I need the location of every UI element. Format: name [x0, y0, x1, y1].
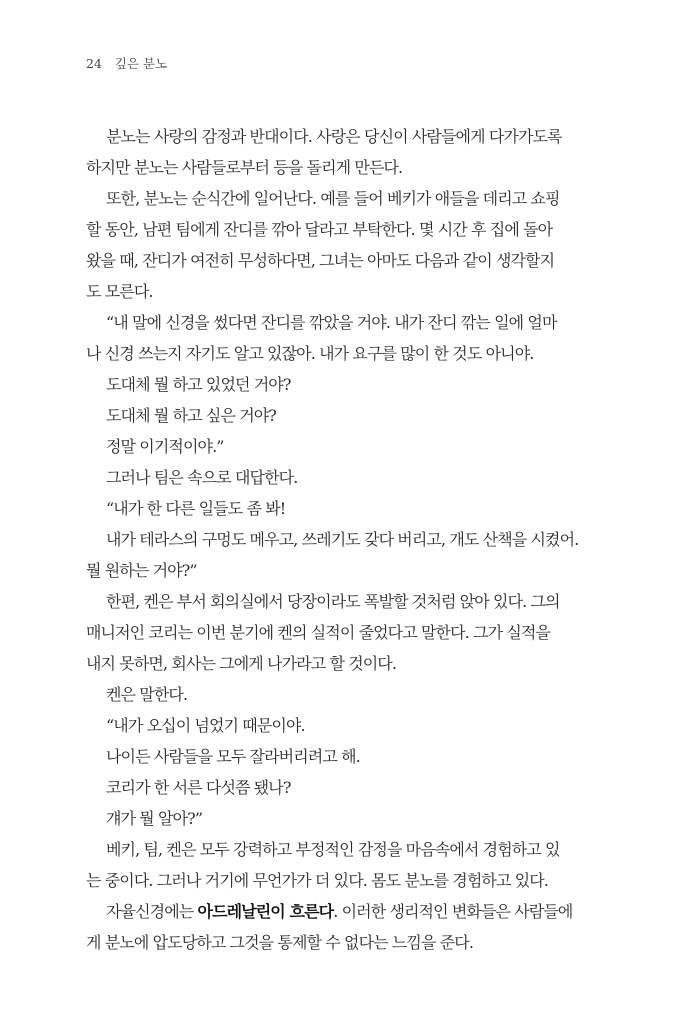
paragraph-line: 도대체 뭘 하고 싶은 거야?	[106, 406, 276, 425]
paragraph-line: “내가 한 다른 일들도 좀 봐!	[106, 499, 286, 518]
emphasized-text: 아드레날린이 흐른다	[197, 902, 334, 921]
text-run: . 이러한 생리적인 변화들은 사람들에	[333, 902, 573, 921]
paragraph	[86, 741, 592, 772]
paragraph	[86, 586, 592, 679]
paragraph-line: 게 분노에 압도당하고 그것을 통제할 수 없다는 느낌을 준다.	[86, 933, 474, 952]
paragraph	[86, 679, 592, 710]
paragraph-line: 또한, 분노는 순식간에 일어난다. 예를 들어 베키가 애들을 데리고 쇼핑	[106, 189, 560, 208]
paragraph	[86, 710, 592, 741]
paragraph-line: 분노는 사랑의 감정과 반대이다. 사랑은 당신이 사람들에게 다가가도록	[106, 127, 562, 146]
body-text	[86, 121, 592, 958]
paragraph-line: 도대체 뭘 하고 있었던 거야?	[106, 375, 291, 394]
paragraph	[86, 772, 592, 803]
paragraph-line: 는 중이다. 그러나 거기에 무언가가 더 있다. 몸도 분노를 경험하고 있다.	[86, 871, 548, 890]
paragraph-line: 정말 이기적이야.”	[106, 437, 224, 456]
paragraph-line: 켄은 말한다.	[106, 685, 188, 704]
paragraph	[86, 307, 592, 369]
paragraph-line: “내가 오십이 넘었기 때문이야.	[106, 716, 305, 735]
paragraph-line: 할 동안, 남편 팀에게 잔디를 깎아 달라고 부탁한다. 몇 시간 후 집에 돌아	[86, 220, 553, 239]
paragraph-line	[86, 896, 592, 927]
paragraph-line: 코리가 한 서른 다섯쯤 됐나?	[106, 778, 291, 797]
paragraph-line: 베키, 팀, 켄은 모두 강력하고 부정적인 감정을 마음속에서 경험하고 있	[106, 840, 560, 859]
paragraph-line: “내 말에 신경을 썼다면 잔디를 깎았을 거야. 내가 잔디 깎는 일에 얼마	[106, 313, 557, 332]
paragraph-line: 걔가 뭘 알아?”	[106, 809, 203, 828]
paragraph	[86, 400, 592, 431]
paragraph	[86, 524, 592, 586]
paragraph-line: 나 신경 쓰는지 자기도 알고 있잖아. 내가 요구를 많이 한 것도 아니야.	[86, 344, 534, 363]
paragraph	[86, 834, 592, 896]
paragraph	[86, 462, 592, 493]
paragraph-line: 나이든 사람들을 모두 잘라버리려고 해.	[106, 747, 360, 766]
paragraph-line: 왔을 때, 잔디가 여전히 무성하다면, 그녀는 아마도 다음과 같이 생각할지	[86, 251, 555, 270]
paragraph	[86, 369, 592, 400]
text-run: 자율신경에는	[106, 902, 198, 921]
paragraph	[86, 803, 592, 834]
paragraph-line: 내가 테라스의 구멍도 메우고, 쓰레기도 갖다 버리고, 개도 산책을 시켰어.	[106, 530, 579, 549]
paragraph-line: 한편, 켄은 부서 회의실에서 당장이라도 폭발할 것처럼 앉아 있다. 그의	[106, 592, 560, 611]
paragraph-line: 그러나 팀은 속으로 대답한다.	[106, 468, 298, 487]
paragraph-line: 뭘 원하는 거야?”	[86, 561, 197, 580]
book-title: 깊은 분노	[114, 56, 168, 71]
page-number: 24	[86, 56, 102, 71]
paragraph-line: 하지만 분노는 사람들로부터 등을 돌리게 만든다.	[86, 158, 403, 177]
paragraph-line: 내지 못하면, 회사는 그에게 나가라고 할 것이다.	[86, 654, 397, 673]
paragraph	[86, 121, 592, 183]
paragraph	[86, 431, 592, 462]
paragraph	[86, 183, 592, 307]
paragraph	[86, 493, 592, 524]
paragraph-last	[86, 896, 592, 958]
paragraph-line: 도 모른다.	[86, 282, 153, 301]
running-header	[86, 54, 167, 72]
paragraph-line: 매니저인 코리는 이번 분기에 켄의 실적이 줄었다고 말한다. 그가 실적을	[86, 623, 550, 642]
